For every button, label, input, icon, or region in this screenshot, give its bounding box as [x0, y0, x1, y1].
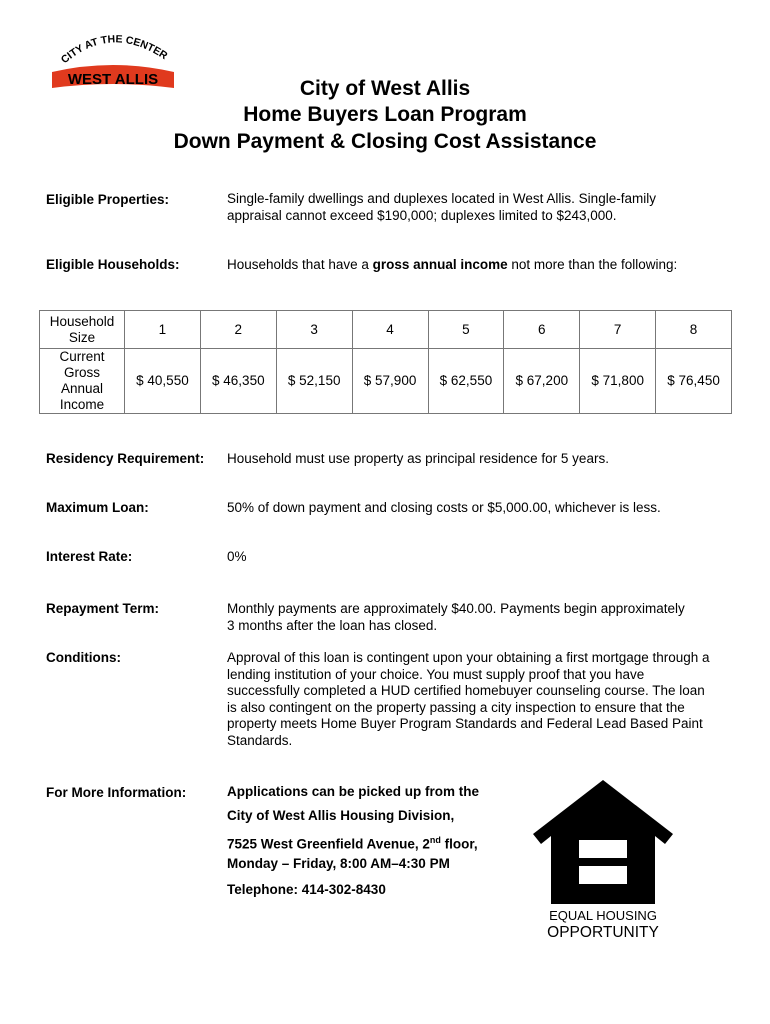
conditions-line: lending institution of your choice. You must supply proof that you have [227, 666, 645, 682]
income-limits-table [39, 310, 732, 414]
repayment-line: 3 months after the loan has closed. [227, 617, 438, 633]
size-cell: 1 [125, 311, 201, 349]
income-cell: $ 40,550 [125, 349, 201, 414]
eligible-properties-label: Eligible Properties: [46, 192, 170, 207]
equal-housing-icon [533, 780, 673, 940]
more-info-label: For More Information: [46, 785, 187, 800]
max-loan-value: 50% of down payment and closing costs or $5,000.00, whichever is less. [227, 500, 661, 515]
repayment-label: Repayment Term: [46, 601, 160, 616]
eligible-properties-line: Single-family dwellings and duplexes located in West Allis. Single-family [227, 191, 656, 206]
eligible-properties-line: appraisal cannot exceed $190,000; duplexes limited to $243,000. [227, 207, 617, 223]
eligible-properties-text [227, 191, 727, 224]
size-cell: 3 [276, 311, 352, 349]
size-cell: 2 [200, 311, 276, 349]
eligible-households-label: Eligible Households: [46, 257, 180, 272]
income-cell: $ 71,800 [580, 349, 656, 414]
more-info-hours: Monday – Friday, 8:00 AM–4:30 PM [227, 856, 450, 871]
income-cell: $ 76,450 [656, 349, 732, 414]
income-cell: $ 67,200 [504, 349, 580, 414]
households-text-bold: gross annual income [372, 257, 508, 272]
income-header [40, 349, 125, 414]
address-text: 7525 West Greenfield Avenue, 2 [227, 836, 430, 852]
size-cell: 8 [656, 311, 732, 349]
households-text-b: not more than the following: [507, 257, 678, 272]
more-info-line: Applications can be picked up from the [227, 784, 480, 799]
header-line: Size [68, 329, 96, 345]
header-line: Gross [63, 365, 100, 380]
more-info-line: City of West Allis Housing Division, [227, 808, 455, 823]
svg-text:CITY AT THE CENTER [59, 33, 170, 66]
title-program: Home Buyers Loan Program [243, 103, 527, 126]
interest-rate-value: 0% [227, 549, 247, 564]
conditions-label: Conditions: [46, 650, 121, 665]
address-sup: nd [429, 835, 441, 845]
size-cell: 5 [428, 311, 504, 349]
household-size-header [40, 311, 125, 349]
title-assistance: Down Payment & Closing Cost Assistance [173, 130, 597, 153]
table-row [40, 311, 732, 349]
interest-rate-label: Interest Rate: [46, 549, 133, 564]
address-text: floor, [440, 836, 478, 852]
conditions-line: successfully completed a HUD certified homebuyer counseling course. The loan [227, 683, 705, 698]
repayment-line: Monthly payments are approximately $40.00. Payments begin approximately [227, 601, 685, 616]
size-cell: 7 [580, 311, 656, 349]
size-cell: 4 [352, 311, 428, 349]
conditions-text [227, 650, 727, 749]
income-cell: $ 52,150 [276, 349, 352, 414]
income-cell: $ 46,350 [200, 349, 276, 414]
size-cell: 6 [504, 311, 580, 349]
residency-value: Household must use property as principal residence for 5 years. [227, 451, 609, 466]
eho-line1: EQUAL HOUSING [549, 908, 657, 923]
eho-line2: OPPORTUNITY [547, 924, 659, 940]
logo-arc-text: CITY AT THE CENTER [58, 33, 170, 67]
header-line: Income [59, 397, 105, 412]
conditions-line: Standards. [227, 732, 293, 748]
conditions-line: Approval of this loan is contingent upon your obtaining a first mortgage through a [227, 650, 710, 665]
income-cell: $ 62,550 [428, 349, 504, 414]
eligible-households-text [227, 257, 727, 274]
repayment-text [227, 601, 727, 634]
title-city: City of West Allis [299, 77, 471, 100]
header-line: Current [59, 349, 105, 364]
conditions-line: is also contingent on the property passing a city inspection to ensure that the [227, 699, 685, 715]
table-row [40, 349, 732, 414]
residency-label: Residency Requirement: [46, 451, 205, 466]
more-info-address [227, 832, 478, 853]
header-line: Household [49, 313, 115, 329]
households-text-a: Households that have a [227, 257, 373, 272]
more-info-phone: Telephone: 414-302-8430 [227, 882, 386, 897]
income-cell: $ 57,900 [352, 349, 428, 414]
logo-wordmark: WEST ALLIS [67, 71, 159, 88]
max-loan-label: Maximum Loan: [46, 500, 149, 515]
header-line: Annual [60, 381, 104, 396]
conditions-line: property meets Home Buyer Program Standards and Federal Lead Based Paint [227, 716, 703, 731]
